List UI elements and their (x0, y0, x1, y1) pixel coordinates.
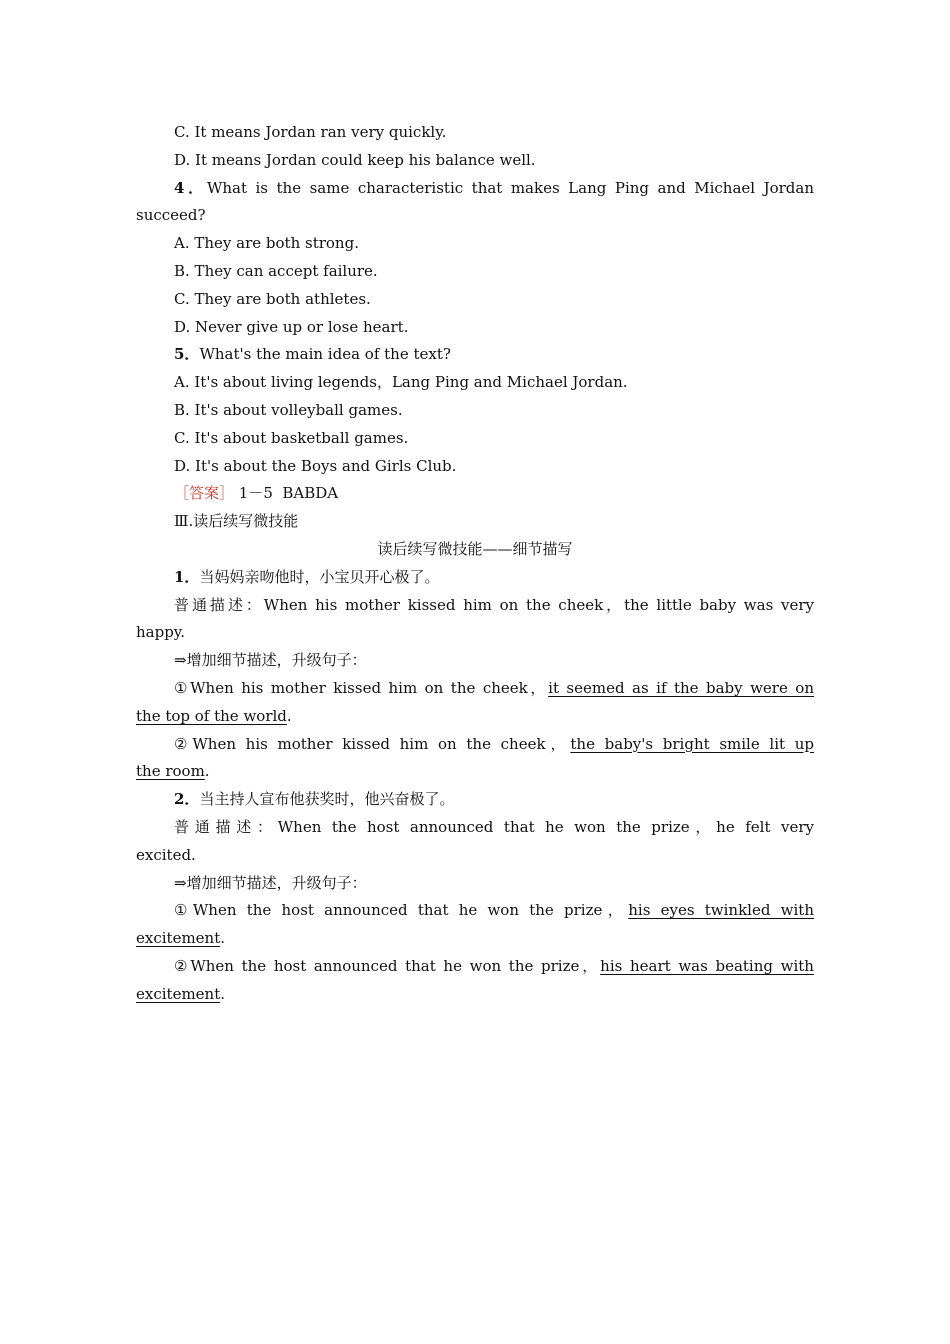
q5-option-d: D. It's about the Boys and Girls Club. (174, 456, 457, 475)
item1-sentence1 (136, 675, 814, 703)
item1-s2-underlined: the baby's bright smile lit up (570, 734, 814, 753)
q3-option-d: D. It means Jordan could keep his balance well. (174, 150, 536, 169)
item2-cn-text: 当主持人宣布他获奖时，他兴奋极了。 (199, 790, 455, 809)
q4-stem (136, 175, 814, 203)
item2-number: 2． (174, 790, 200, 809)
item1-s1-underlined: it seemed as if the baby were on (548, 678, 814, 697)
item1-s2-underlined-cont: the room (136, 762, 205, 781)
item2-sentence2-cont (136, 981, 814, 1009)
item1-s1-underlined-cont: the top of the world (136, 706, 287, 725)
item2-sentence1-cont (136, 925, 814, 953)
item2-s1-pre: ①When the host announced that he won the prize， (174, 901, 629, 920)
item1-s1-pre: ①When his mother kissed him on the cheek， (174, 678, 549, 697)
item2-sentence1 (136, 897, 814, 925)
item1-upgrade: ⇒增加细节描述，升级句子： (174, 651, 367, 670)
q5-option-c: C. It's about basketball games. (174, 428, 409, 447)
q4-option-c: C. They are both athletes. (174, 289, 371, 308)
item2-s2-underlined-cont: excitement (136, 984, 221, 1003)
item1-plain: 普通描述：When his mother kissed him on the cheek，the little baby was very (174, 595, 814, 614)
q4-stem-cont: succeed? (136, 206, 206, 225)
q4-option-b: B. They can accept failure. (174, 261, 378, 280)
q5-option-b: B. It's about volleyball games. (174, 400, 403, 419)
item1-s1-period: . (286, 706, 292, 725)
q4-option-a: A. They are both strong. (174, 234, 359, 253)
item2-upgrade: ⇒增加细节描述，升级句子： (174, 873, 367, 892)
item2-s2-period: . (220, 984, 226, 1003)
item2-s1-underlined: his eyes twinkled with (628, 901, 814, 920)
item1-s2-period: . (204, 762, 210, 781)
q5-stem (136, 341, 814, 369)
item1-s2-pre: ②When his mother kissed him on the cheek， (174, 734, 571, 753)
item2-sentence2 (136, 953, 814, 981)
item1-number: 1． (174, 567, 200, 586)
answer-line (136, 480, 814, 508)
item2-cn (136, 786, 814, 814)
q4-stem-text: What is the same characteristic that makes Lang Ping and Michael Jordan (206, 178, 815, 197)
q4-option-d: D. Never give up or lose heart. (174, 317, 409, 336)
item1-sentence1-cont (136, 703, 814, 731)
q5-option-a: A. It's about living legends，Lang Ping and Michael Jordan. (174, 373, 628, 392)
section-heading: Ⅲ.读后续写微技能 (174, 512, 299, 531)
q5-number: 5． (174, 345, 200, 364)
item2-plain: 普通描述：When the host announced that he won the prize，he felt very (174, 817, 814, 836)
item2-s1-underlined-cont: excitement (136, 929, 221, 948)
q5-stem-text: What's the main idea of the text? (199, 345, 451, 364)
document-page (136, 119, 814, 1009)
section-title: 读后续写微技能——细节描写 (377, 539, 573, 558)
item2-s1-period: . (220, 929, 226, 948)
item1-cn (136, 564, 814, 592)
answer-tag: ［答案］ (174, 484, 235, 503)
answer-text: 1－5 BABDA (234, 484, 339, 503)
item2-plain-cont: excited. (136, 845, 196, 864)
item2-s2-pre: ②When the host announced that he won the prize， (174, 956, 601, 975)
q4-number: 4． (174, 178, 207, 197)
item1-sentence2-cont (136, 758, 814, 786)
q3-option-c: C. It means Jordan ran very quickly. (174, 123, 447, 141)
item2-s2-underlined: his heart was beating with (600, 956, 814, 975)
item1-cn-text: 当妈妈亲吻他时，小宝贝开心极了。 (199, 567, 440, 586)
item1-sentence2 (136, 731, 814, 759)
item1-plain-cont: happy. (136, 623, 186, 642)
